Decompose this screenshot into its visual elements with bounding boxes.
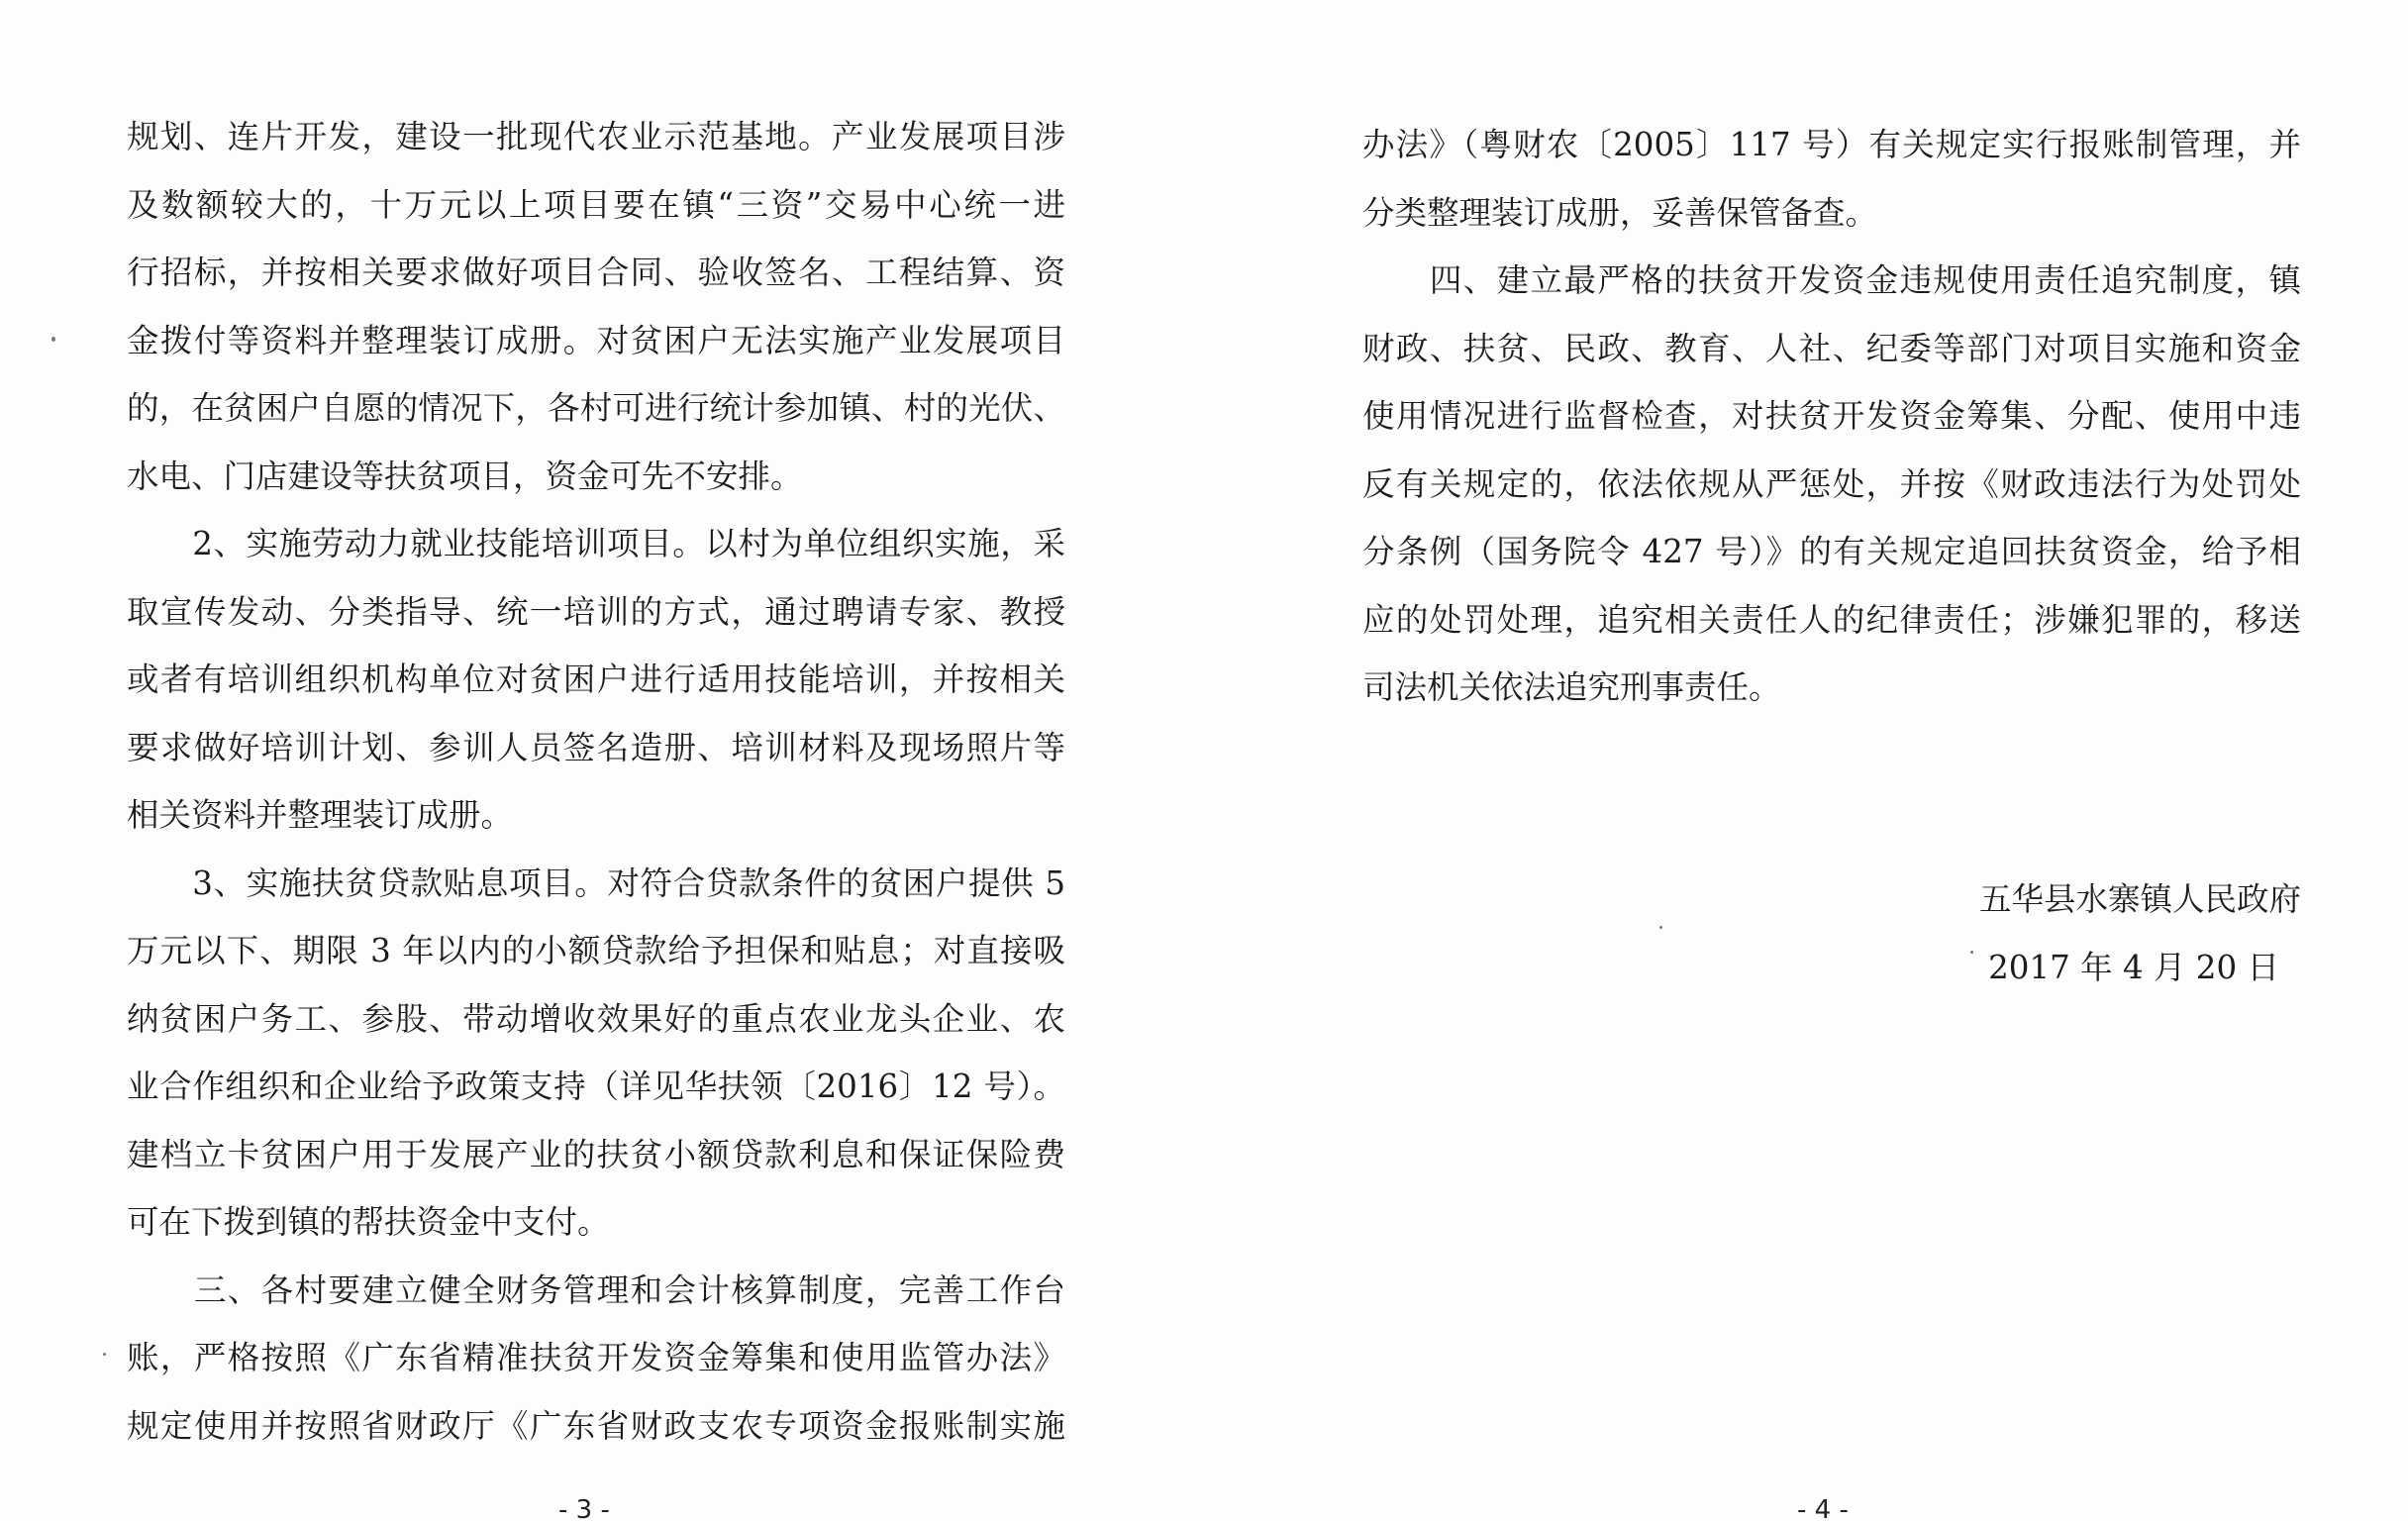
- body-line: 万元以下、期限 3 年以内的小额贷款给予担保和贴息；对直接吸: [127, 932, 1065, 969]
- page-4: [1204, 0, 2408, 1525]
- body-line: 要求做好培训计划、参训人员签名造册、培训材料及现场照片等: [127, 728, 1065, 766]
- body-line: 财政、扶贫、民政、教育、人社、纪委等部门对项目实施和资金: [1362, 329, 2301, 367]
- body-line: 纳贫困户务工、参股、带动增收效果好的重点农业龙头企业、农: [127, 999, 1065, 1038]
- body-line: 相关资料并整理装订成册。: [127, 796, 514, 834]
- body-line: 或者有培训组织机构单位对贫困户进行适用技能培训，并按相关: [127, 661, 1065, 698]
- issuer-name: 五华县水寨镇人民政府: [1978, 880, 2301, 918]
- body-line: 及数额较大的，十万元以上项目要在镇“三资”交易中心统一进: [127, 185, 1065, 224]
- body-line: 司法机关依法追究刑事责任。: [1362, 668, 1781, 706]
- body-line: 3、实施扶贫贷款贴息项目。对符合贷款条件的贫困户提供 5: [127, 864, 1065, 902]
- body-line: 的，在贫困户自愿的情况下，各村可进行统计参加镇、村的光伏、: [127, 389, 1065, 427]
- issue-date: 2017 年 4 月 20 日: [1988, 948, 2279, 986]
- body-line: 行招标，并按相关要求做好项目合同、验收签名、工程结算、资: [127, 254, 1065, 291]
- page-number: - 3 -: [558, 1495, 610, 1525]
- body-line: 规划、连片开发，建设一批现代农业示范基地。产业发展项目涉: [127, 118, 1065, 155]
- body-line: 账，严格按照《广东省精准扶贫开发资金筹集和使用监管办法》: [127, 1339, 1065, 1376]
- scan-speck: [51, 337, 55, 342]
- body-line: 使用情况进行监督检查，对扶贫开发资金筹集、分配、使用中违: [1362, 397, 2301, 435]
- body-line: 规定使用并按照省财政厅《广东省财政支农专项资金报账制实施: [127, 1406, 1065, 1445]
- body-line: 三、各村要建立健全财务管理和会计核算制度，完善工作台: [127, 1271, 1065, 1309]
- signature-block: [1362, 865, 2301, 1001]
- body-line: 分类整理装订成册，妥善保管备查。: [1362, 193, 1878, 232]
- page-3-body: [127, 103, 1065, 1460]
- body-line: 可在下拨到镇的帮扶资金中支付。: [127, 1203, 610, 1241]
- body-line: 反有关规定的，依法依规从严惩处，并按《财政违法行为处罚处: [1362, 464, 2301, 503]
- page-number: - 4 -: [1797, 1495, 1849, 1525]
- body-line: 应的处罚处理，追究相关责任人的纪律责任；涉嫌犯罪的，移送: [1362, 600, 2301, 639]
- body-line: 业合作组织和企业给予政策支持（详见华扶领〔2016〕12 号）。: [127, 1068, 1065, 1105]
- body-line: 分条例（国务院令 427 号）》的有关规定追回扶贫资金，给予相: [1362, 533, 2301, 570]
- scan-speck: [1659, 926, 1662, 929]
- body-line: 金拨付等资料并整理装订成册。对贫困户无法实施产业发展项目: [127, 321, 1065, 359]
- body-line: 四、建立最严格的扶贫开发资金违规使用责任追究制度，镇: [1362, 261, 2301, 299]
- body-line: 建档立卡贫困户用于发展产业的扶贫小额贷款利息和保证保险费: [127, 1135, 1065, 1173]
- body-line: 水电、门店建设等扶贫项目，资金可先不安排。: [127, 457, 803, 495]
- page-4-body: [1362, 111, 2301, 722]
- scan-speck: [1970, 951, 1973, 954]
- body-line: 2、实施劳动力就业技能培训项目。以村为单位组织实施，采: [127, 525, 1065, 562]
- body-line: 办法》（粤财农〔2005〕117 号）有关规定实行报账制管理，并: [1362, 126, 2301, 163]
- scan-speck: [103, 1353, 106, 1356]
- body-line: 取宣传发动、分类指导、统一培训的方式，通过聘请专家、教授: [127, 592, 1065, 631]
